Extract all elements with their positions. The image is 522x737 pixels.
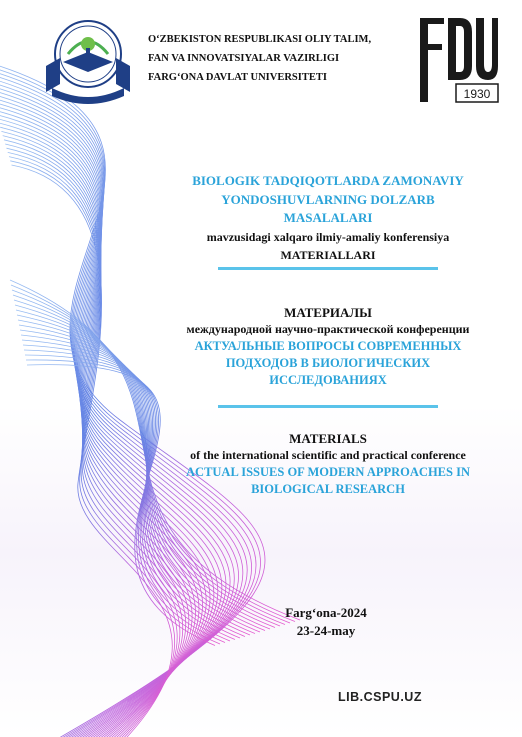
logo-year: 1930 xyxy=(463,87,491,101)
divider-2 xyxy=(218,405,438,408)
library-site-label: LIB.CSPU.UZ xyxy=(338,690,422,704)
uzbek-materials: MATERIALLARI xyxy=(280,248,376,262)
uzbek-title-line-2: YONDOSHUVLARNING DOLZARB xyxy=(221,191,435,207)
wave-line xyxy=(0,64,261,737)
uzbek-section xyxy=(100,172,522,265)
uzbek-title-line-1: BIOLOGIK TADQIQOTLARDA ZAMONAVIY xyxy=(192,173,464,188)
english-subtitle: of the international scientific and practical conference xyxy=(190,448,466,462)
ministry-title xyxy=(148,30,388,87)
ministry-line-3: FARG‘ONA DAVLAT UNIVERSITETI xyxy=(148,72,327,83)
english-title-line-2: BIOLOGICAL RESEARCH xyxy=(251,482,405,496)
english-title-line-1: ACTUAL ISSUES OF MODERN APPROACHES IN xyxy=(186,465,470,479)
wave-line xyxy=(26,360,220,644)
russian-title-line-1: АКТУАЛЬНЫЕ ВОПРОСЫ СОВРЕМЕННЫХ xyxy=(194,339,462,353)
russian-subtitle: международной научно-практической конференции xyxy=(186,322,470,336)
russian-title-line-3: ИССЛЕДОВАНИЯХ xyxy=(269,373,387,387)
russian-materials: МАТЕРИАЛЫ xyxy=(284,305,372,320)
ministry-line-1: O‘ZBEKISTON RESPUBLIKASI OLIY TALIM, xyxy=(148,34,372,45)
uzbek-subtitle: mavzusidagi xalqaro ilmiy-amaliy konferensiya xyxy=(206,229,450,244)
russian-section xyxy=(100,304,522,389)
wave-line xyxy=(25,355,225,643)
uzbek-title-line-3: MASALALARI xyxy=(283,210,373,225)
conference-dates: 23-24-may xyxy=(296,623,356,638)
ministry-emblem xyxy=(38,14,138,106)
divider-1 xyxy=(218,267,438,270)
wave-line xyxy=(0,68,256,737)
place-and-date xyxy=(226,604,426,640)
english-section xyxy=(100,430,522,498)
english-materials: MATERIALS xyxy=(289,431,367,446)
university-logo xyxy=(416,14,500,106)
ministry-line-2: FAN VA INNOVATSIYALAR VAZIRLIGI xyxy=(148,53,340,64)
russian-title-line-2: ПОДХОДОВ В БИОЛОГИЧЕСКИХ xyxy=(225,356,431,370)
place-year: Farg‘ona-2024 xyxy=(285,605,367,620)
